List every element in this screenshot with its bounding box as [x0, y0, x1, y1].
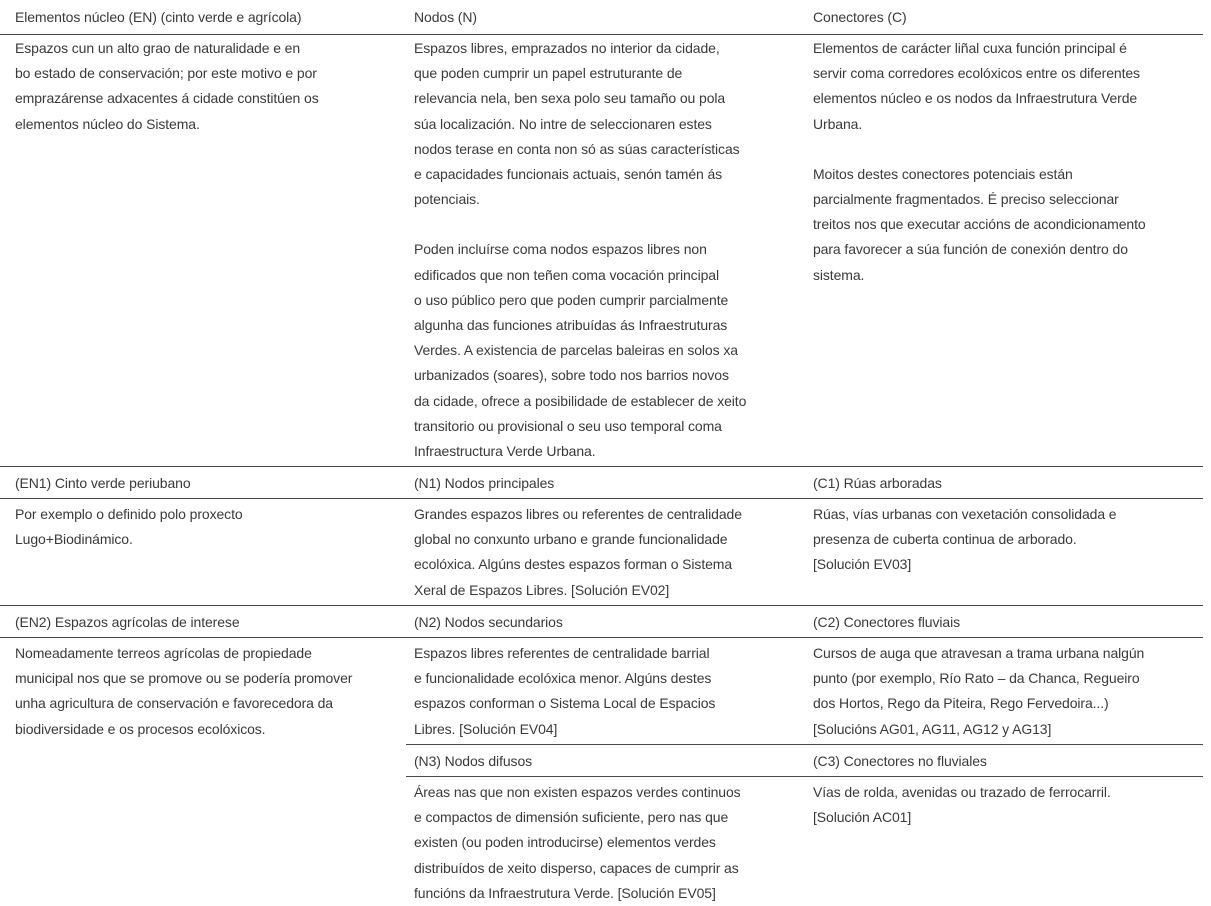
- header-nodes: Nodos (N): [414, 9, 477, 25]
- paragraph: [813, 502, 1198, 578]
- paragraph: [813, 162, 1198, 288]
- text-line: ecolóxica. Algúns destes espazos forman o Sistema: [414, 556, 733, 573]
- text-line: Verdes. A existencia de parcelas baleiras en solos xa: [414, 342, 738, 359]
- subheader-n2: (N2) Nodos secundarios: [414, 614, 563, 630]
- text-line: Elementos de carácter liñal cuxa función principal é: [813, 40, 1127, 56]
- en1-description: [15, 502, 400, 552]
- c2-description: [813, 641, 1198, 742]
- text-line: Vías de rolda, avenidas ou trazado de ferrocarril.: [813, 784, 1111, 800]
- text-line: súa localización. No intre de seleccionaren estes: [414, 115, 712, 132]
- text-line: Espazos cun un alto grao de naturalidade e en: [15, 40, 301, 56]
- subheader-en2: (EN2) Espazos agrícolas de interese: [15, 614, 240, 630]
- text-line: Moitos destes conectores potenciais están: [813, 165, 1073, 182]
- text-line: distribuídos de xeito disperso, capaces de cumprir as: [414, 859, 739, 876]
- paragraph: [15, 36, 400, 137]
- text-line: e capacidades funcionais actuais, senón tamén ás: [414, 166, 723, 183]
- text-line: Grandes espazos libres ou referentes de centralidade: [414, 506, 742, 522]
- text-line: algunha das funciones atribuídas ás Infraestruturas: [414, 317, 728, 334]
- text-line: Lugo+Biodinámico.: [15, 531, 133, 548]
- row-divider: [0, 637, 1203, 638]
- c3-description: [813, 780, 1198, 830]
- text-line: biodiversidade e os procesos ecolóxicos.: [15, 720, 266, 737]
- text-line: da cidade, ofrece a posibilidade de establecer de xeito: [414, 392, 747, 409]
- text-line: Cursos de auga que atravesan a trama urbana nalgún: [813, 645, 1145, 661]
- text-line: espazos conforman o Sistema Local de Espacios: [414, 695, 716, 712]
- connectors-description: [813, 36, 1198, 288]
- text-line: elementos núcleo e os nodos da Infraestrutura Verde: [813, 90, 1138, 107]
- text-line: Libres. [Solución EV04]: [414, 720, 558, 737]
- text-line: parcialmente fragmentados. É preciso seleccionar: [813, 191, 1119, 208]
- row-divider: [0, 498, 1203, 499]
- header-divider: [0, 34, 1203, 35]
- text-line: global no conxunto urbano e grande funcionalidade: [414, 531, 728, 548]
- subheader-c2: (C2) Conectores fluviais: [813, 614, 960, 630]
- header-connectors: Conectores (C): [813, 9, 907, 25]
- text-line: Poden incluírse coma nodos espazos libres non: [414, 241, 707, 258]
- text-line: Áreas nas que non existen espazos verdes continuos: [414, 784, 741, 800]
- text-line: e compactos de dimensión suficiente, pero nas que: [414, 809, 729, 826]
- text-line: o uso público pero que poden cumprir parcialmente: [414, 291, 729, 308]
- subheader-c1: (C1) Rúas arboradas: [813, 475, 942, 491]
- subheader-en1: (EN1) Cinto verde periubano: [15, 475, 191, 491]
- paragraph: [15, 502, 400, 552]
- text-line: Espazos libres referentes de centralidade barrial: [414, 645, 710, 661]
- text-line: punto (por exemplo, Río Rato – da Chanca, Regueiro: [813, 670, 1140, 687]
- paragraph: [15, 641, 400, 742]
- text-line: Nomeadamente terreos agrícolas de propiedade: [15, 645, 312, 661]
- text-line: municipal nos que se promove ou se podería promover: [15, 670, 353, 687]
- text-line: dos Hortos, Rego da Piteira, Rego Fervedoira...): [813, 695, 1109, 712]
- text-line: treitos nos que executar accións de acondicionamento: [813, 216, 1146, 233]
- paragraph: [813, 641, 1198, 742]
- text-line: elementos núcleo do Sistema.: [15, 115, 200, 132]
- row-divider: [406, 744, 1203, 745]
- text-line: bo estado de conservación; por este motivo e por: [15, 65, 317, 82]
- text-line: Infraestructura Verde Urbana.: [414, 443, 596, 460]
- text-line: [Solución EV03]: [813, 556, 912, 573]
- en2-description: [15, 641, 400, 742]
- text-line: emprazárense adxacentes á cidade constitúen os: [15, 90, 319, 107]
- text-line: Urbana.: [813, 115, 863, 132]
- subheader-c3: (C3) Conectores no fluviales: [813, 753, 987, 769]
- paragraph: [414, 502, 799, 603]
- paragraph: [414, 36, 799, 212]
- text-line: transitorio ou provisional o seu uso temporal coma: [414, 417, 722, 434]
- row-divider: [0, 605, 1203, 606]
- text-line: e funcionalidade ecolóxica menor. Algúns destes: [414, 670, 712, 687]
- c1-description: [813, 502, 1198, 578]
- text-line: nodos terase en conta non só as súas características: [414, 140, 740, 157]
- text-line: unha agricultura de conservación e favorecedora da: [15, 695, 333, 712]
- text-line: para favorecer a súa función de conexión dentro do: [813, 241, 1128, 258]
- paragraph: [813, 36, 1198, 137]
- text-line: funcións da Infraestrutura Verde. [Solución EV05]: [414, 884, 716, 901]
- nodes-description: [414, 36, 799, 464]
- paragraph: [813, 780, 1198, 830]
- text-line: que poden cumprir un papel estruturante de: [414, 65, 683, 82]
- text-line: urbanizados (soares), sobre todo nos barrios novos: [414, 367, 729, 384]
- text-line: servir coma corredores ecolóxicos entre os diferentes: [813, 65, 1140, 82]
- text-line: Espazos libres, emprazados no interior da cidade,: [414, 40, 720, 56]
- text-line: Xeral de Espazos Libres. [Solución EV02]: [414, 581, 670, 598]
- subheader-n1: (N1) Nodos principales: [414, 475, 555, 491]
- text-line: existen (ou poden introducirse) elementos verdes: [414, 834, 716, 851]
- text-line: presenza de cuberta continua de arborado.: [813, 531, 1077, 548]
- paragraph: [414, 237, 799, 464]
- text-line: relevancia nela, ben sexa polo seu tamaño ou pola: [414, 90, 726, 107]
- text-line: Por exemplo o definido polo proxecto: [15, 506, 243, 522]
- text-line: potenciais.: [414, 191, 480, 208]
- paragraph: [414, 641, 799, 742]
- subheader-n3: (N3) Nodos difusos: [414, 753, 533, 769]
- text-line: [Solución AC01]: [813, 809, 912, 826]
- text-line: sistema.: [813, 266, 865, 283]
- text-line: Rúas, vías urbanas con vexetación consolidada e: [813, 506, 1117, 522]
- n1-description: [414, 502, 799, 603]
- text-line: [Solucións AG01, AG11, AG12 y AG13]: [813, 720, 1052, 737]
- n3-description: [414, 780, 799, 906]
- core-elements-description: [15, 36, 400, 137]
- n2-description: [414, 641, 799, 742]
- row-divider: [406, 776, 1203, 777]
- text-line: edificados que non teñen coma vocación principal: [414, 266, 719, 283]
- header-core-elements: Elementos núcleo (EN) (cinto verde e agrícola): [15, 9, 302, 25]
- row-divider: [0, 466, 1203, 467]
- paragraph: [414, 780, 799, 906]
